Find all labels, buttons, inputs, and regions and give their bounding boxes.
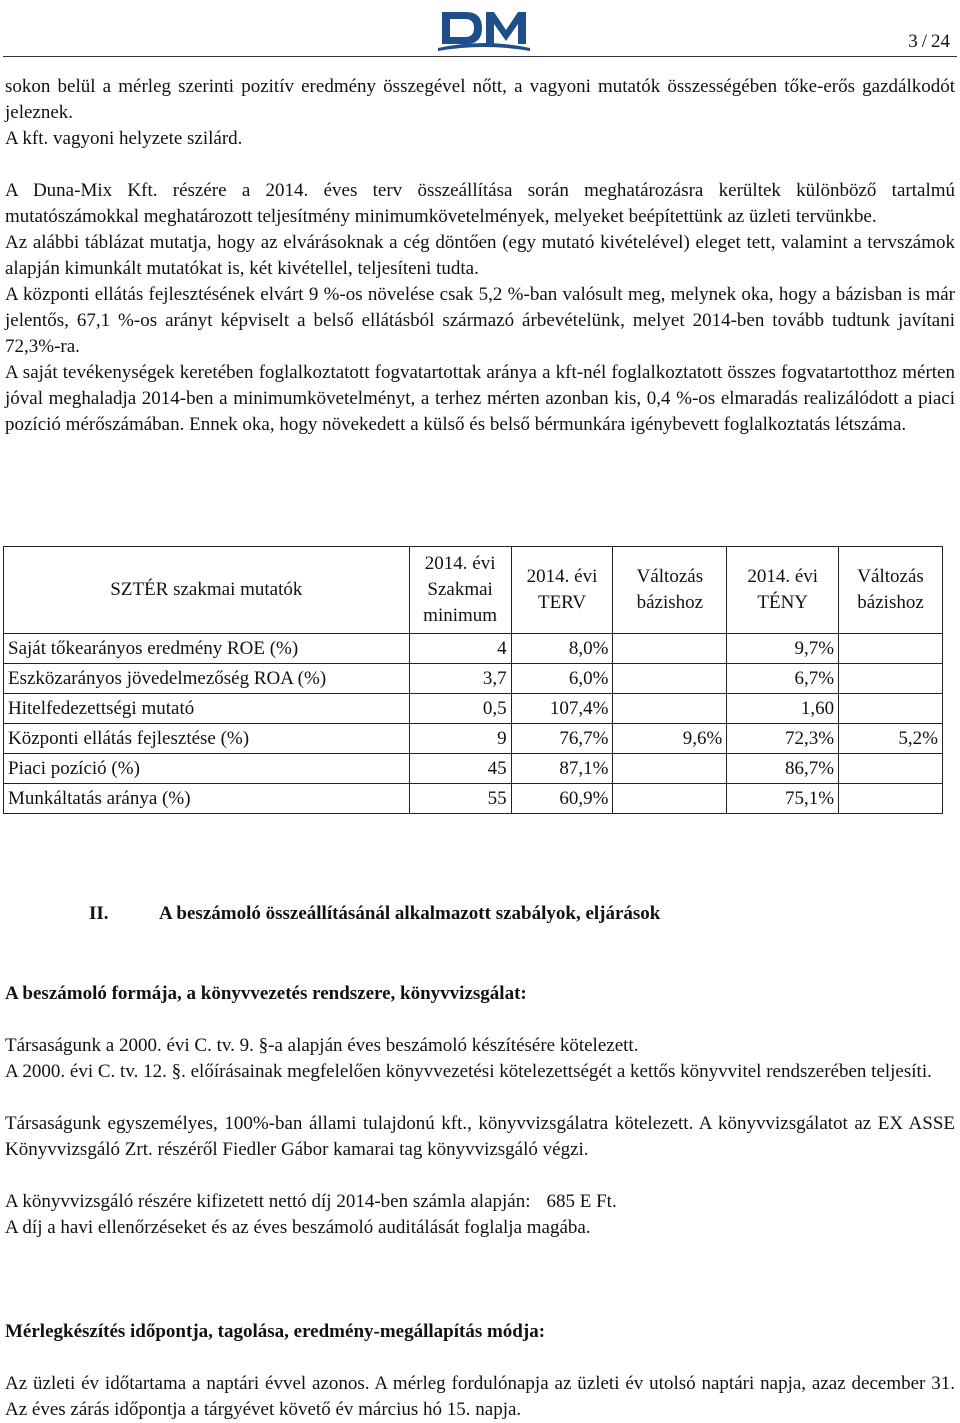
table-cell: 60,9%: [511, 784, 613, 814]
table-cell: 55: [409, 784, 511, 814]
table-cell: [613, 664, 727, 694]
table-cell: 5,2%: [839, 724, 943, 754]
paragraph: A kft. vagyoni helyzete szilárd.: [5, 128, 243, 149]
metrics-table: [3, 546, 943, 814]
table-cell: 4: [409, 634, 511, 664]
paragraph: Társaságunk a 2000. évi C. tv. 9. §-a alapján éves beszámoló készítésére kötelezett.: [5, 1035, 639, 1056]
table-header: Változás bázishoz: [839, 547, 943, 634]
table-cell: 86,7%: [727, 754, 839, 784]
table-cell: 9,7%: [727, 634, 839, 664]
company-logo: [436, 4, 532, 54]
paragraph: Az alábbi táblázat mutatja, hogy az elvárásoknak a cég döntően (egy mutató kivételével) eleget tett, valamint a tervszámok alapján kimunkált mutatókat is, két kivétellel, teljesíteni tudta.: [5, 232, 955, 279]
table-cell: 0,5: [409, 694, 511, 724]
paragraph: Az üzleti év időtartama a naptári évvel azonos. A mérleg fordulónapja az üzleti év utolsó naptári napja, azaz december 31. Az éves zárás időpontja a tárgyévet követő év március hó 15. napja.: [5, 1373, 955, 1420]
table-cell: 1,60: [727, 694, 839, 724]
subsection-title: Mérlegkészítés időpontja, tagolása, eredmény-megállapítás módja:: [5, 1321, 546, 1342]
table-cell: 3,7: [409, 664, 511, 694]
table-cell: 76,7%: [511, 724, 613, 754]
table-cell: Eszközarányos jövedelmezőség ROA (%): [4, 664, 410, 694]
table-row: [4, 694, 943, 724]
table-cell: 6,0%: [511, 664, 613, 694]
table-cell: 6,7%: [727, 664, 839, 694]
table-cell: [839, 754, 943, 784]
table-row: [4, 664, 943, 694]
section-number: II.: [89, 903, 109, 924]
paragraph: sokon belül a mérleg szerinti pozitív eredmény összegével nőtt, a vagyoni mutatók összességében tőke-erős gazdálkodót jeleznek.: [5, 76, 955, 123]
paragraph: A 2000. évi C. tv. 12. §. előírásainak megfelelően könyvvezetési kötelezettségét a kettős könyvvitel rendszerében teljesíti.: [5, 1061, 932, 1082]
table-cell: [839, 634, 943, 664]
subsection-balance: [5, 1319, 955, 1423]
table-cell: 8,0%: [511, 634, 613, 664]
subsection-title: A beszámoló formája, a könyvvezetés rendszere, könyvvizsgálat:: [5, 983, 527, 1004]
table-cell: [839, 784, 943, 814]
table-cell: 72,3%: [727, 724, 839, 754]
fee-label: A könyvvizsgáló részére kifizetett nettó díj 2014-ben számla alapján:: [5, 1191, 531, 1212]
table-cell: [613, 694, 727, 724]
table-header: SZTÉR szakmai mutatók: [4, 547, 410, 634]
table-cell: Munkáltatás aránya (%): [4, 784, 410, 814]
subsection-format: [5, 981, 955, 1241]
table-cell: 87,1%: [511, 754, 613, 784]
table-cell: 107,4%: [511, 694, 613, 724]
table-row: [4, 634, 943, 664]
paragraph: A központi ellátás fejlesztésének elvárt 9 %-os növelése csak 5,2 %-ban valósult meg, melynek oka, hogy a bázisban is már jelentős, 67,1 %-os arányt képviselt a belső ellátásból származó árbevételünk, melyet 2014-ben tovább tudtunk javítani 72,3%-ra.: [5, 284, 955, 357]
table-cell: [613, 634, 727, 664]
table-header: 2014. évi Szakmai minimum: [409, 547, 511, 634]
table-row: [4, 784, 943, 814]
table-row: [4, 724, 943, 754]
table-cell: 75,1%: [727, 784, 839, 814]
paragraph: [5, 1189, 955, 1215]
table-cell: [613, 784, 727, 814]
section-heading: [5, 901, 955, 927]
paragraph: Társaságunk egyszemélyes, 100%-ban állami tulajdonú kft., könyvvizsgálatra kötelezett. A könyvvizsgálatot az EX ASSE Könyvvizsgáló Zrt. részéről Fiedler Gábor kamarai tag könyvvizsgáló végzi.: [5, 1113, 955, 1160]
page-number: 3 / 24: [908, 31, 950, 52]
header-divider: [3, 56, 957, 57]
table-cell: [839, 694, 943, 724]
table-cell: Piaci pozíció (%): [4, 754, 410, 784]
table-cell: [613, 754, 727, 784]
table-header-row: [4, 547, 943, 634]
table-cell: [839, 664, 943, 694]
table-header: 2014. évi TERV: [511, 547, 613, 634]
paragraph: A saját tevékenységek keretében foglalkoztatott fogvatartottak aránya a kft-nél foglalkoztatott összes fogvatartotthoz mérten jóval meghaladja 2014-ben a minimumkövetelményt, a terhez mérten azonban kis, 0,4 %-os elmaradás realizálódott a piaci pozíció mérőszámában. Ennek oka, hogy növekedett a külső és belső bérmunkára igénybevett foglalkoztatás létszáma.: [5, 362, 955, 435]
paragraph: A Duna-Mix Kft. részére a 2014. éves terv összeállítása során meghatározásra kerültek különböző tartalmú mutatószámokkal meghatározott teljesítmény minimumkövetelmények, melyeket beépítettünk az üzleti tervünkbe.: [5, 180, 955, 227]
table-cell: Központi ellátás fejlesztése (%): [4, 724, 410, 754]
table-cell: 45: [409, 754, 511, 784]
table-cell: 9: [409, 724, 511, 754]
table-header: 2014. évi TÉNY: [727, 547, 839, 634]
section-title: A beszámoló összeállításánál alkalmazott szabályok, eljárások: [159, 903, 661, 924]
table-cell: Hitelfedezettségi mutató: [4, 694, 410, 724]
body-text-top: [5, 74, 955, 438]
table-row: [4, 754, 943, 784]
table-header: Változás bázishoz: [613, 547, 727, 634]
table-cell: Saját tőkearányos eredmény ROE (%): [4, 634, 410, 664]
table-cell: 9,6%: [613, 724, 727, 754]
fee-value: 685 E Ft.: [546, 1191, 617, 1212]
paragraph: A díj a havi ellenőrzéseket és az éves beszámoló auditálását foglalja magába.: [5, 1217, 591, 1238]
